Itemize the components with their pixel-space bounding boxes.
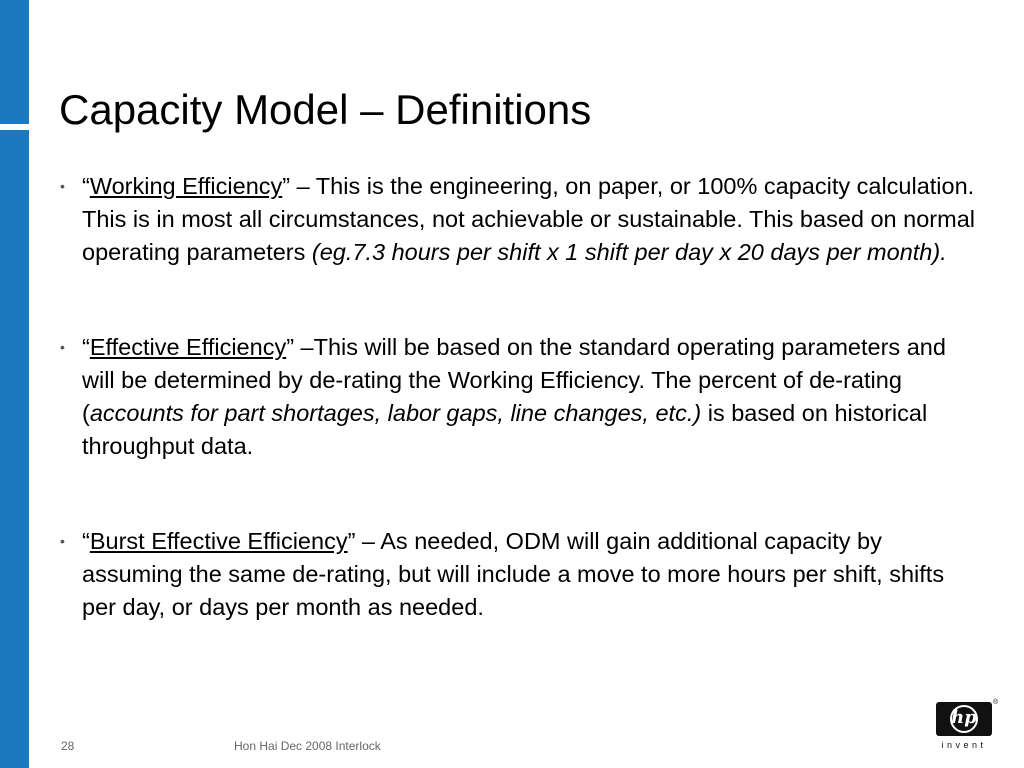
hp-logo-box <box>936 702 992 736</box>
definition-text: – As needed, ODM will gain additional capacity by assuming the same de-rating, but will include a move to more hours per shift, shifts per day, or days per month as needed. <box>82 528 945 620</box>
definition-text: –This will be based on the standard operating parameters and will be determined by de-rating the Working Efficiency. The percent of de-rating ( <box>82 334 946 426</box>
term-effective-efficiency: Effective Efficiency <box>89 334 287 360</box>
definition-text: – This is the engineering, on paper, or 100% capacity calculation. This is in most all circumstances, not achievable or sustainable. This based on normal operating parameters <box>82 173 975 265</box>
page-number: 28 <box>61 739 75 753</box>
bullet-dot-icon: • <box>60 533 65 549</box>
hp-logo <box>930 696 1000 756</box>
left-accent-bar <box>0 0 29 768</box>
registered-mark: ® <box>993 699 999 706</box>
definition-tail: is based on historical throughput data. <box>82 400 928 459</box>
open-quote: “ <box>82 173 90 199</box>
bullet-working-efficiency <box>60 170 980 269</box>
close-quote: ” <box>282 173 291 199</box>
definition-italic: (eg.7.3 hours per shift x 1 shift per day x 20 days per month). <box>311 239 947 265</box>
close-quote: ” <box>286 334 295 360</box>
definition-italic: accounts for part shortages, labor gaps, line changes, etc.) <box>89 400 702 426</box>
term-burst-effective-efficiency: Burst Effective Efficiency <box>89 528 348 554</box>
bullet-effective-efficiency <box>60 331 980 463</box>
bullet-list <box>60 170 980 686</box>
open-quote: “ <box>82 334 90 360</box>
accent-bar-notch <box>0 124 29 130</box>
open-quote: “ <box>82 528 90 554</box>
title-rule <box>29 124 55 130</box>
hp-tagline: invent <box>941 740 987 750</box>
hp-logo-letters: hp <box>951 707 977 728</box>
footer-text: Hon Hai Dec 2008 Interlock <box>234 739 381 753</box>
bullet-burst-effective-efficiency <box>60 525 980 624</box>
term-working-efficiency: Working Efficiency <box>89 173 283 199</box>
bullet-dot-icon: • <box>60 178 65 194</box>
slide-title: Capacity Model – Definitions <box>59 86 592 133</box>
bullet-dot-icon: • <box>60 339 65 355</box>
close-quote: ” <box>347 528 356 554</box>
